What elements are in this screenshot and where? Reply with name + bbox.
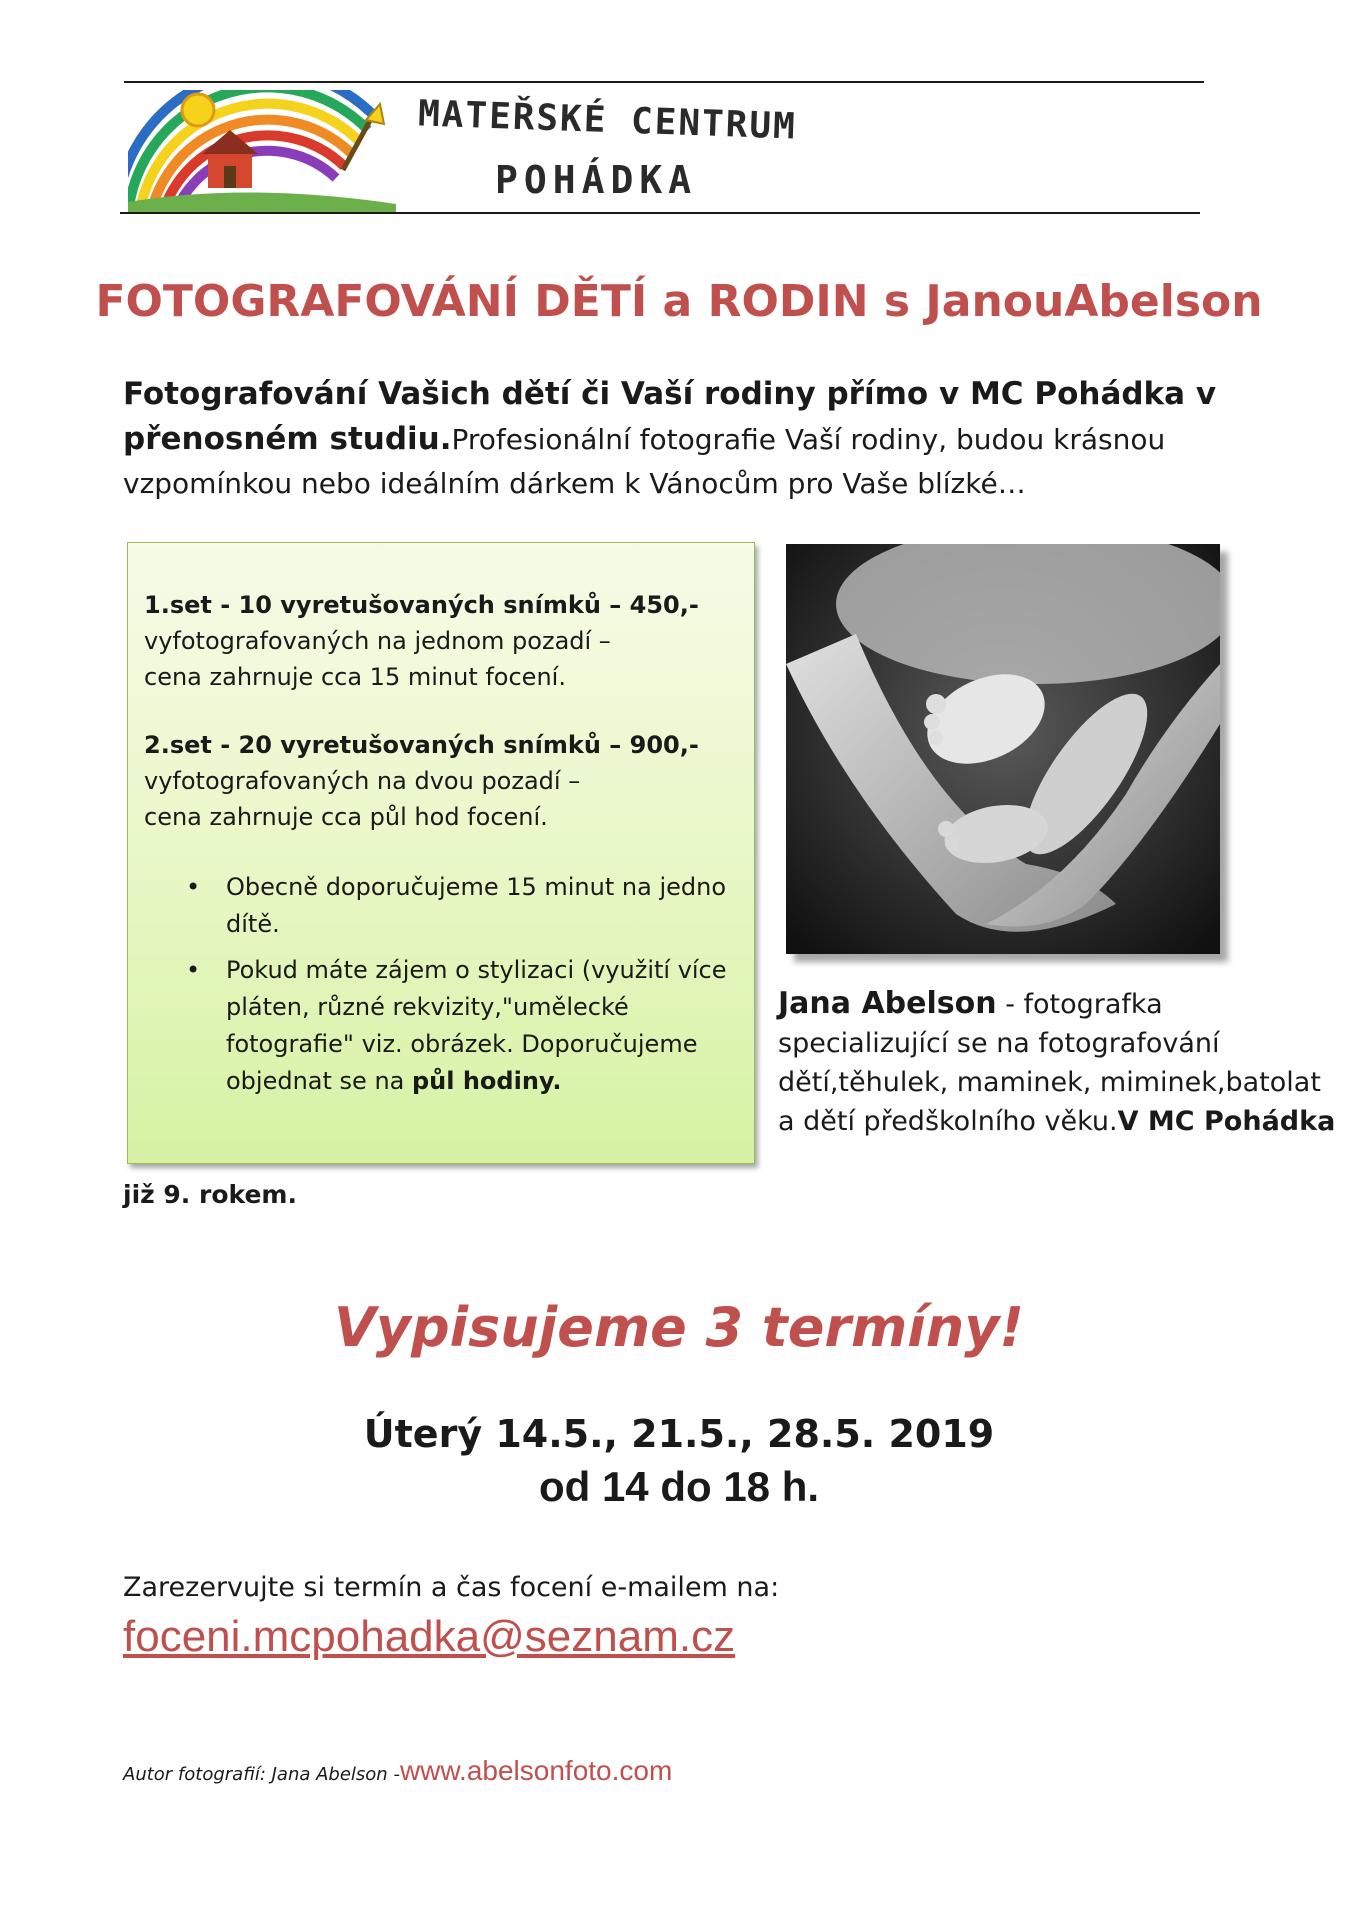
header-top-rule xyxy=(124,81,1204,83)
intro-paragraph xyxy=(123,372,1263,506)
bullet2-text: Pokud máte zájem o stylizaci (využití více pláten, různé rekvizity,"umělecké fotografie" viz. obrázek. Doporučujeme objednat se na xyxy=(226,956,727,1095)
offer-set-2 xyxy=(144,727,699,835)
bio-text: - fotografka specializující se na fotografování dětí,těhulek, maminek, miminek,batolat a dětí předškolního věku. xyxy=(778,989,1321,1137)
set2-line2: cena zahrnuje cca půl hod focení. xyxy=(144,803,548,831)
recommendation-list xyxy=(186,869,736,1100)
footer-author: Autor fotografií: Jana Abelson - xyxy=(123,1764,400,1785)
intro-bold: Fotografování Vašich dětí či Vaší rodiny přímo v MC Pohádka v přenosném studiu. xyxy=(123,376,1217,457)
announcement-heading: Vypisujeme 3 termíny! xyxy=(333,1296,1025,1359)
header-bottom-rule xyxy=(120,212,1200,214)
bullet2-bold: půl hodiny. xyxy=(412,1067,562,1095)
offer-box xyxy=(127,542,755,1164)
reservation-text: Zarezervujte si termín a čas focení e-mailem na: xyxy=(123,1572,780,1603)
bullet1-text: Obecně doporučujeme 15 minut na jedno dítě. xyxy=(226,873,727,938)
set1-line2: cena zahrnuje cca 15 minut focení. xyxy=(144,663,566,691)
bullet-dot-icon: • xyxy=(186,956,201,984)
email-link[interactable]: foceni.mcpohadka@seznam.cz xyxy=(123,1612,736,1661)
photographer-bio xyxy=(778,984,1338,1141)
page-title: FOTOGRAFOVÁNÍ DĚTÍ a RODIN s JanouAbelson xyxy=(95,276,1263,327)
set2-heading: 2.set - 20 vyretušovaných snímků – 900,- xyxy=(144,731,699,759)
list-item xyxy=(186,952,736,1100)
event-dates: Úterý 14.5., 21.5., 28.5. 2019 xyxy=(363,1412,995,1456)
list-item xyxy=(186,869,736,943)
logo-text-line2: POHÁDKA xyxy=(495,158,698,202)
logo-text-line1: MATEŘSKÉ CENTRUM xyxy=(417,93,798,148)
bio-bold-end: V MC Pohádka xyxy=(1117,1106,1336,1137)
photographer-name: Jana Abelson xyxy=(778,986,997,1021)
set2-line1: vyfotografovaných na dvou pozadí – xyxy=(144,767,581,795)
logo-rainbow-image xyxy=(128,90,396,212)
bullet-dot-icon: • xyxy=(186,873,201,901)
set1-heading: 1.set - 10 vyretušovaných snímků – 450,- xyxy=(144,591,699,619)
bio-continuation: již 9. rokem. xyxy=(123,1180,297,1209)
baby-feet-photo xyxy=(786,544,1220,954)
event-hours: od 14 do 18 h. xyxy=(538,1463,820,1510)
website-link[interactable]: www.abelsonfoto.com xyxy=(399,1755,673,1786)
offer-set-1 xyxy=(144,587,699,695)
intro-text: Profesionální fotografie Vaší rodiny, budou krásnou vzpomínkou nebo ideálním dárkem k Vánocům pro Vaše blízké… xyxy=(123,423,1166,500)
set1-line1: vyfotografovaných na jednom pozadí – xyxy=(144,627,611,655)
footer-credit xyxy=(123,1755,672,1787)
